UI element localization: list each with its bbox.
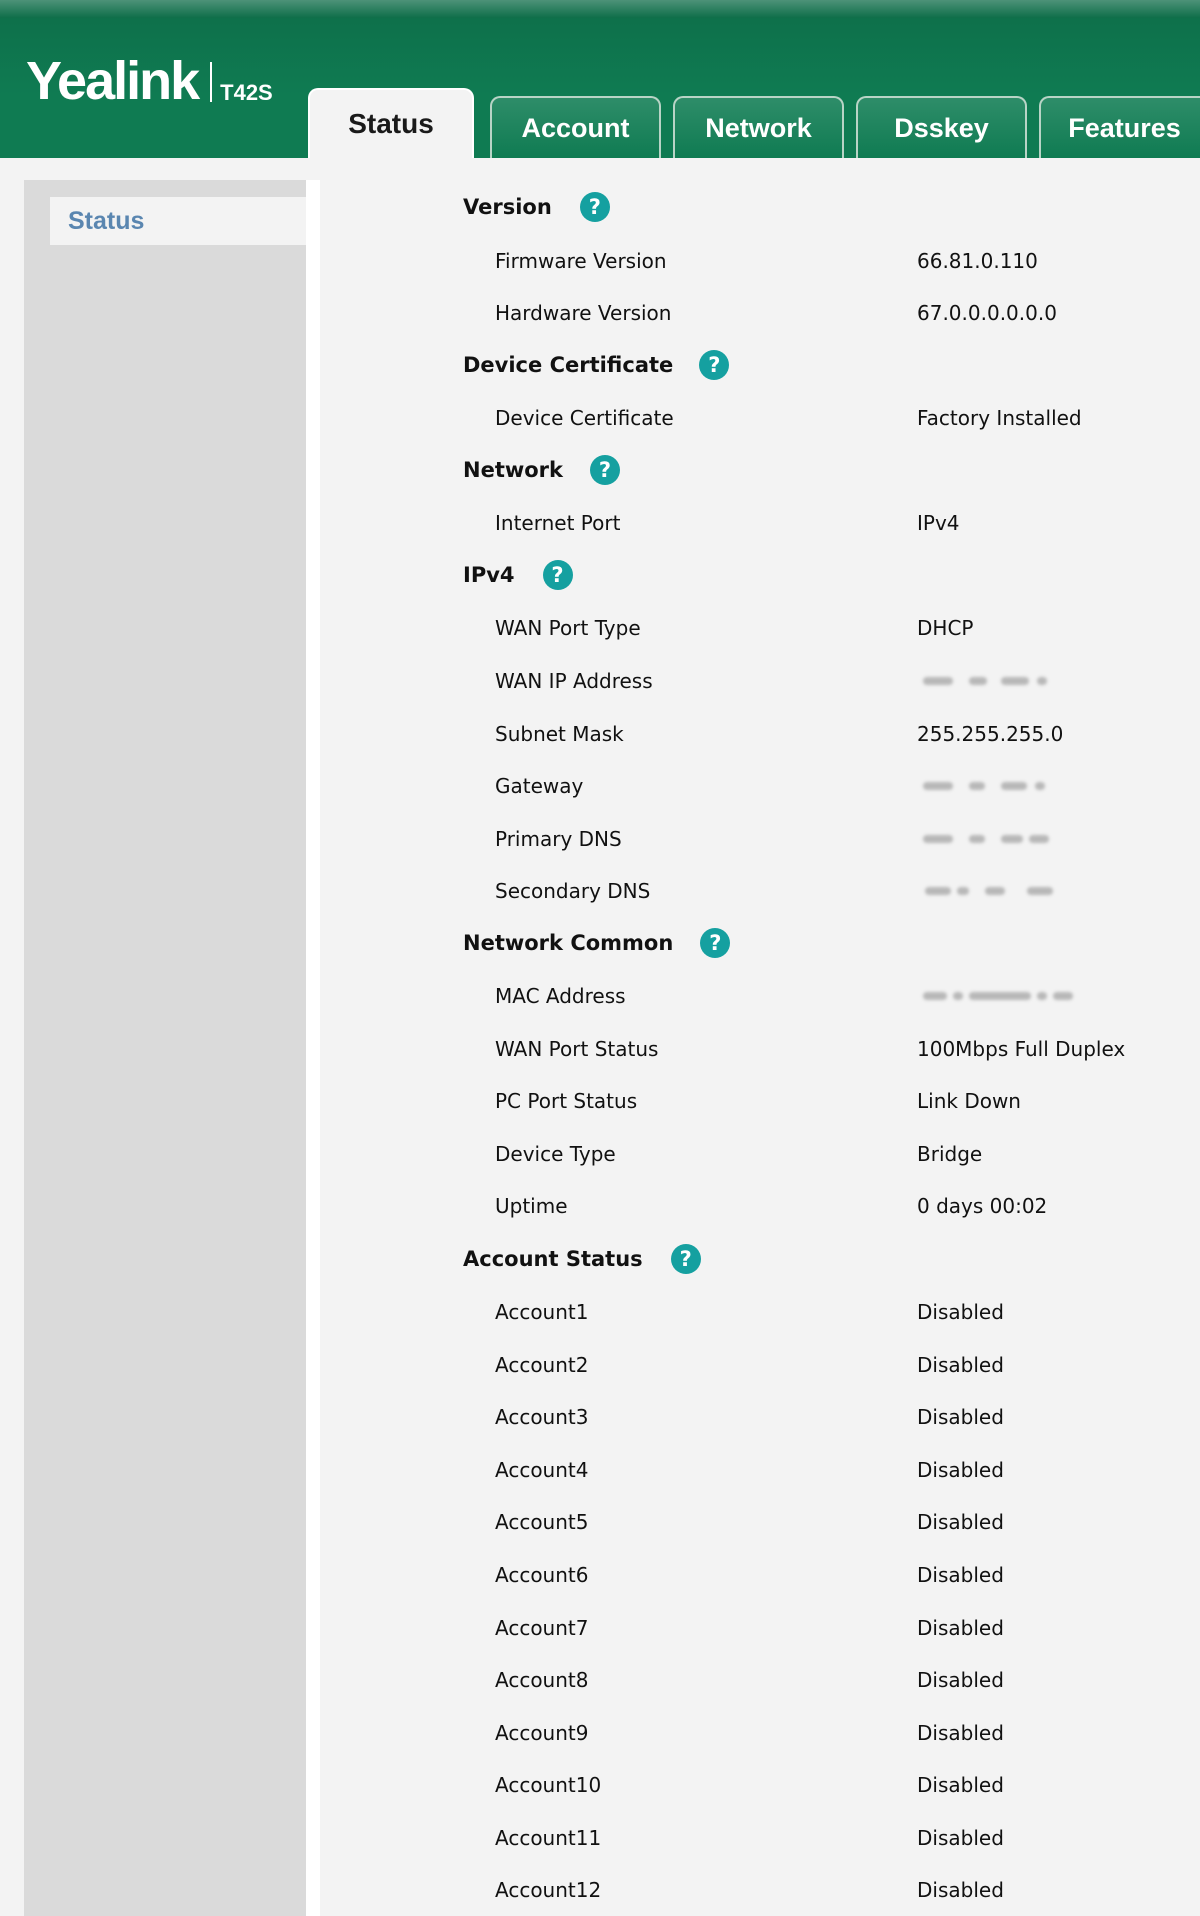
- row-value-hardware-version: 67.0.0.0.0.0.0: [917, 301, 1057, 325]
- row-label-account1: Account1: [495, 1300, 589, 1324]
- row-label-account6: Account6: [495, 1563, 589, 1587]
- row-label-hardware-version: Hardware Version: [495, 301, 672, 325]
- row-label-internet-port: Internet Port: [495, 511, 621, 535]
- row-label-wan-ip-address: WAN IP Address: [495, 669, 653, 693]
- row-label-account9: Account9: [495, 1721, 589, 1745]
- section-network: [463, 452, 620, 488]
- redacted-gateway: [917, 779, 1067, 793]
- header-shade: [0, 0, 1200, 18]
- row-value-subnet-mask: 255.255.255.0: [917, 722, 1064, 746]
- row-label-account8: Account8: [495, 1668, 589, 1692]
- section-ipv4-title: IPv4: [463, 563, 515, 587]
- row-value-device-certificate: Factory Installed: [917, 406, 1082, 430]
- row-label-wan-port-type: WAN Port Type: [495, 616, 641, 640]
- redacted-secondary-dns: [917, 884, 1067, 898]
- row-label-subnet-mask: Subnet Mask: [495, 722, 624, 746]
- row-label-uptime: Uptime: [495, 1194, 568, 1218]
- row-value-pc-port-status: Link Down: [917, 1089, 1021, 1113]
- logo-model: T42S: [220, 80, 273, 105]
- row-label-firmware-version: Firmware Version: [495, 249, 667, 273]
- row-value-account11: Disabled: [917, 1826, 1004, 1850]
- row-label-account3: Account3: [495, 1405, 589, 1429]
- section-ipv4: [463, 557, 573, 593]
- row-label-pc-port-status: PC Port Status: [495, 1089, 638, 1113]
- redacted-primary-dns: [917, 832, 1067, 846]
- row-label-account4: Account4: [495, 1458, 589, 1482]
- row-value-account9: Disabled: [917, 1721, 1004, 1745]
- row-label-device-certificate: Device Certificate: [495, 406, 674, 430]
- row-label-primary-dns: Primary DNS: [495, 827, 622, 851]
- header-bar: [0, 0, 1200, 158]
- section-network-title: Network: [463, 458, 564, 482]
- row-value-wan-port-status: 100Mbps Full Duplex: [917, 1037, 1126, 1061]
- section-version-title: Version: [463, 195, 552, 219]
- section-version: [463, 189, 610, 225]
- row-value-account6: Disabled: [917, 1563, 1004, 1587]
- row-value-account7: Disabled: [917, 1616, 1004, 1640]
- row-label-wan-port-status: WAN Port Status: [495, 1037, 659, 1061]
- section-network-common: [463, 925, 730, 961]
- row-label-gateway: Gateway: [495, 774, 584, 798]
- logo-brand: Yealink: [26, 51, 199, 111]
- content-divider: [306, 180, 320, 1916]
- row-value-account2: Disabled: [917, 1353, 1004, 1377]
- logo-separator: [210, 62, 212, 102]
- section-device-certificate-title: Device Certificate: [463, 353, 674, 377]
- redacted-mac-address: [917, 989, 1067, 1003]
- section-account-status: [463, 1241, 701, 1277]
- row-value-account10: Disabled: [917, 1773, 1004, 1797]
- row-value-account4: Disabled: [917, 1458, 1004, 1482]
- help-icon[interactable]: ?: [671, 1244, 701, 1274]
- row-value-account1: Disabled: [917, 1300, 1004, 1324]
- row-value-account3: Disabled: [917, 1405, 1004, 1429]
- help-icon[interactable]: ?: [700, 928, 730, 958]
- row-label-account12: Account12: [495, 1878, 602, 1902]
- tab-network[interactable]: Network: [673, 96, 844, 158]
- row-value-uptime: 0 days 00:02: [917, 1194, 1048, 1218]
- section-network-common-title: Network Common: [463, 931, 674, 955]
- row-label-account2: Account2: [495, 1353, 589, 1377]
- section-account-status-title: Account Status: [463, 1247, 643, 1271]
- tab-account[interactable]: Account: [490, 96, 661, 158]
- row-value-account5: Disabled: [917, 1510, 1004, 1534]
- row-label-account5: Account5: [495, 1510, 589, 1534]
- row-label-account11: Account11: [495, 1826, 602, 1850]
- help-icon[interactable]: ?: [543, 560, 573, 590]
- help-icon[interactable]: ?: [699, 350, 729, 380]
- row-label-account10: Account10: [495, 1773, 602, 1797]
- row-value-internet-port: IPv4: [917, 511, 960, 535]
- yealink-logo: [26, 51, 273, 111]
- row-value-device-type: Bridge: [917, 1142, 983, 1166]
- help-icon[interactable]: ?: [590, 455, 620, 485]
- redacted-wan-ip-address: [917, 674, 1067, 688]
- sidebar-item-status[interactable]: Status: [50, 197, 306, 245]
- row-value-account12: Disabled: [917, 1878, 1004, 1902]
- help-icon[interactable]: ?: [580, 192, 610, 222]
- tab-status[interactable]: Status: [308, 88, 474, 158]
- tab-features[interactable]: Features: [1039, 96, 1200, 158]
- section-device-certificate: [463, 347, 729, 383]
- row-label-device-type: Device Type: [495, 1142, 616, 1166]
- row-value-wan-port-type: DHCP: [917, 616, 974, 640]
- row-label-account7: Account7: [495, 1616, 589, 1640]
- sidebar: [24, 180, 306, 1916]
- row-value-firmware-version: 66.81.0.110: [917, 249, 1038, 273]
- row-value-account8: Disabled: [917, 1668, 1004, 1692]
- row-label-mac-address: MAC Address: [495, 984, 626, 1008]
- tab-dsskey[interactable]: Dsskey: [856, 96, 1027, 158]
- row-label-secondary-dns: Secondary DNS: [495, 879, 651, 903]
